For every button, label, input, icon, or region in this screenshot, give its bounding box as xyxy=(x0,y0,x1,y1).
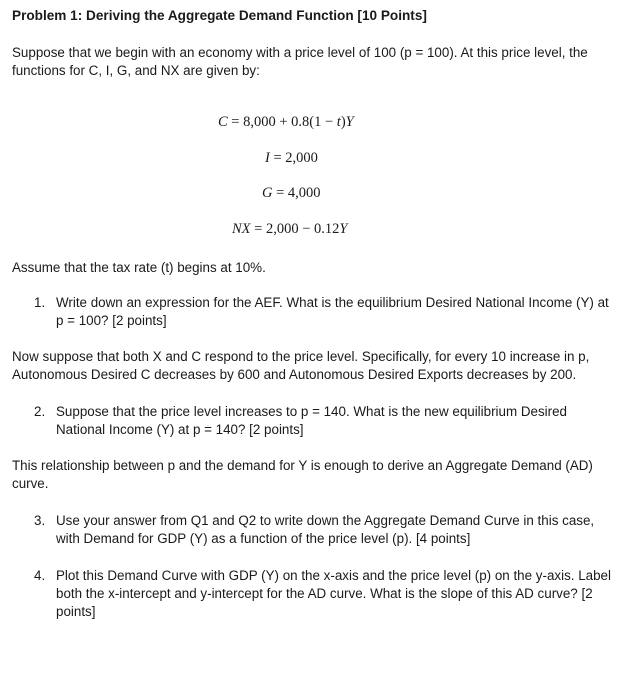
eq-c-rhs-b: ) xyxy=(340,114,346,130)
eq-nx-var-y: Y xyxy=(339,221,348,237)
question-3-number: 3. xyxy=(34,513,46,528)
eq-c-rhs-a: = 8,000 + 0.8(1 − xyxy=(227,114,337,130)
assumption-text: Assume that the tax rate (t) begins at 10%. xyxy=(12,260,266,275)
problem-title: Problem 1: Deriving the Aggregate Demand Function [10 Points] xyxy=(12,8,427,23)
question-1-number: 1. xyxy=(34,295,46,310)
eq-nx-rhs: = 2,000 − 0.12 xyxy=(250,221,340,237)
relationship-paragraph: This relationship between p and the demand for Y is enough to derive an Aggregate Demand (AD) curve. xyxy=(12,458,593,491)
question-4-text: Plot this Demand Curve with GDP (Y) on the x-axis and the price level (p) on the y-axis. Label both the x-intercept and y-intercept for the AD curve. What is the slope of this AD curve? [2 points] xyxy=(56,568,611,619)
question-2-number: 2. xyxy=(34,404,46,419)
eq-c-var-y: Y xyxy=(345,114,354,130)
eq-nx-lhs: NX xyxy=(232,221,251,237)
eq-g-lhs: G xyxy=(262,185,273,201)
question-4-number: 4. xyxy=(34,568,46,583)
eq-c-lhs: C xyxy=(218,114,228,130)
now-suppose-paragraph: Now suppose that both X and C respond to the price level. Specifically, for every 10 increase in p, Autonomous Desired C decreases by 600 and Autonomous Desired Exports decreases by 200. xyxy=(12,349,590,382)
question-1-text: Write down an expression for the AEF. What is the equilibrium Desired National Income (Y) at p = 100? [2 points] xyxy=(56,295,609,328)
eq-g-rhs: = 4,000 xyxy=(272,185,321,201)
eq-c-var-t: t xyxy=(336,114,341,130)
question-3-text: Use your answer from Q1 and Q2 to write down the Aggregate Demand Curve in this case, with Demand for GDP (Y) as a function of the price level (p). [4 points] xyxy=(56,513,595,546)
eq-i-lhs: I xyxy=(265,150,270,166)
eq-i-rhs: = 2,000 xyxy=(269,150,318,166)
intro-paragraph: Suppose that we begin with an economy with a price level of 100 (p = 100). At this price level, the functions for C, I, G, and NX are given by: xyxy=(12,45,588,78)
question-2-text: Suppose that the price level increases to p = 140. What is the new equilibrium Desired National Income (Y) at p = 140? [2 points] xyxy=(56,404,567,437)
